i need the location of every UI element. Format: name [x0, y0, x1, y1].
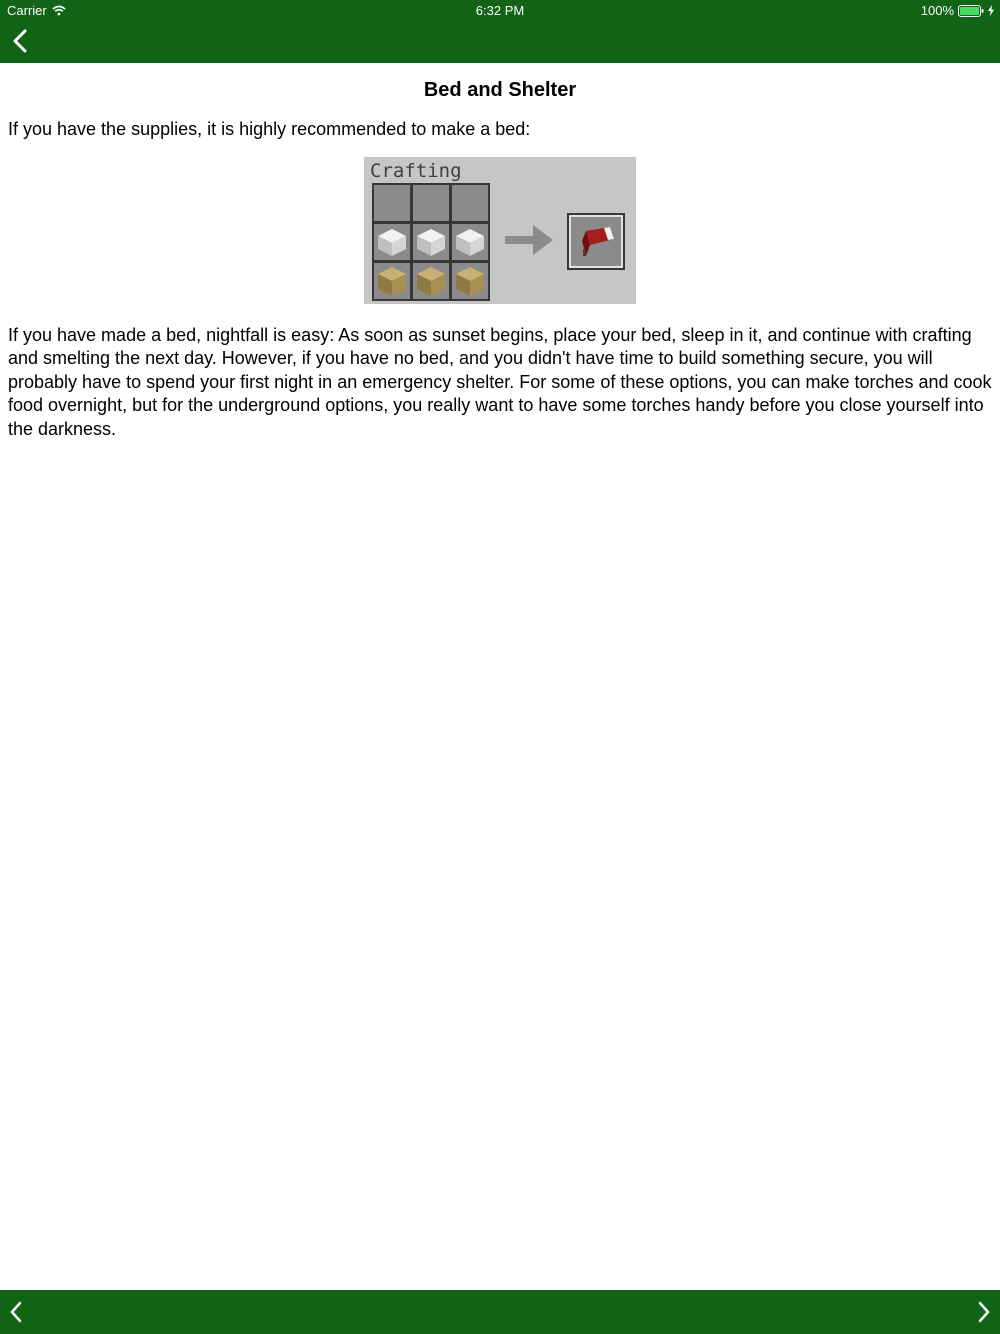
battery-percent: 100% [920, 3, 954, 18]
chevron-left-icon [9, 1301, 23, 1323]
bottom-navigation-bar [0, 1290, 1000, 1334]
chevron-left-icon [12, 29, 28, 53]
chevron-right-icon [977, 1301, 991, 1323]
status-battery-group [921, 3, 994, 18]
top-navigation-bar [0, 0, 1000, 63]
page-title: Bed and Shelter [423, 79, 577, 101]
body-paragraph: If you have made a bed, nightfall is easy: As soon as sunset begins, place your bed, sleep in it, and continue with crafting and smelting the next day. However, if you have no bed, and you didn't have time to build something secure, you will probably have to spend your first night in an emergency shelter. For some of these options, you can make torches and cook food overnight, but for the underground options, you really want to have some torches handy before you close yourself into the darkness. [8, 325, 992, 439]
crafting-slot-wool [373, 223, 411, 261]
status-time: 6:32 PM [475, 3, 525, 18]
previous-page-button[interactable] [4, 1298, 28, 1326]
crafting-slot [373, 184, 411, 222]
charging-bolt-icon [988, 5, 994, 16]
crafting-slot-wool [412, 223, 450, 261]
bed-crafting-recipe-image [364, 157, 636, 304]
crafting-slot-planks [451, 262, 489, 300]
crafting-slot-planks [373, 262, 411, 300]
crafting-label: Crafting [370, 160, 462, 182]
carrier-label: Carrier [7, 3, 47, 18]
crafting-slot [451, 184, 489, 222]
intro-paragraph: If you have the supplies, it is highly recommended to make a bed: [8, 119, 531, 139]
crafting-slot-wool [451, 223, 489, 261]
crafting-slot [412, 184, 450, 222]
crafting-result-bed [568, 214, 624, 269]
status-bar [0, 0, 1000, 22]
next-page-button[interactable] [972, 1298, 996, 1326]
battery-icon [958, 5, 984, 17]
crafting-slot-planks [412, 262, 450, 300]
back-button[interactable] [6, 26, 34, 56]
